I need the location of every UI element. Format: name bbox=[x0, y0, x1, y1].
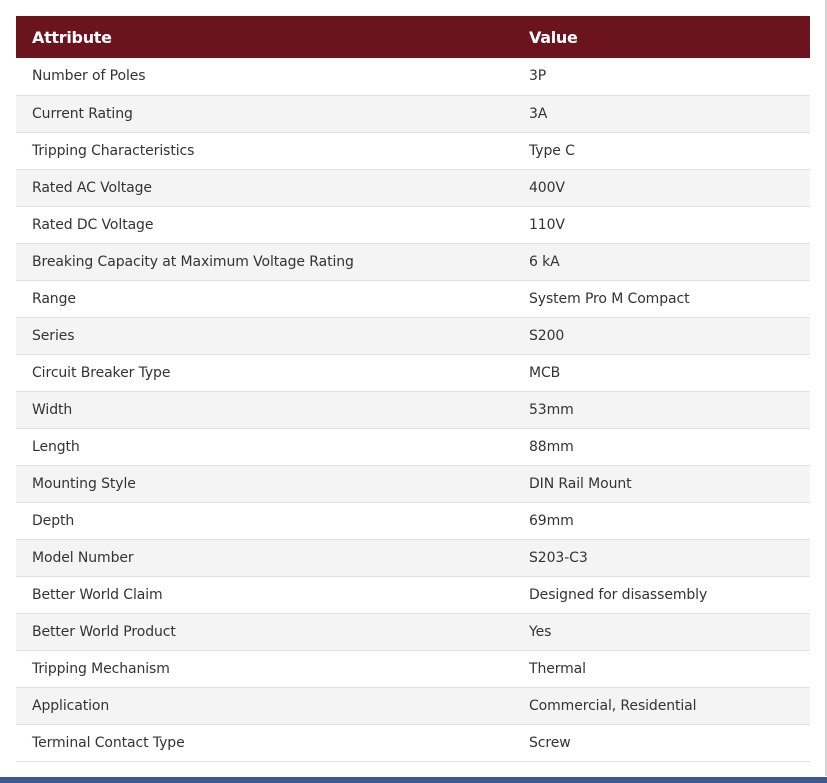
attribute-cell: Series bbox=[16, 317, 512, 354]
table-row bbox=[16, 391, 810, 428]
value-cell: System Pro M Compact bbox=[512, 280, 810, 317]
spec-table bbox=[16, 16, 810, 762]
attribute-cell: Breaking Capacity at Maximum Voltage Rating bbox=[16, 243, 512, 280]
attribute-cell: Length bbox=[16, 428, 512, 465]
table-row bbox=[16, 502, 810, 539]
attribute-cell: Range bbox=[16, 280, 512, 317]
attribute-cell: Width bbox=[16, 391, 512, 428]
attribute-column-header: Attribute bbox=[16, 16, 512, 58]
attribute-cell: Tripping Characteristics bbox=[16, 132, 512, 169]
table-row bbox=[16, 465, 810, 502]
value-cell: Designed for disassembly bbox=[512, 576, 810, 613]
value-cell: Thermal bbox=[512, 650, 810, 687]
value-cell: Commercial, Residential bbox=[512, 687, 810, 724]
attribute-cell: Rated DC Voltage bbox=[16, 206, 512, 243]
table-row bbox=[16, 169, 810, 206]
value-cell: 6 kA bbox=[512, 243, 810, 280]
bottom-accent-bar bbox=[0, 777, 827, 783]
value-cell: DIN Rail Mount bbox=[512, 465, 810, 502]
table-row bbox=[16, 243, 810, 280]
table-row bbox=[16, 576, 810, 613]
value-cell: Screw bbox=[512, 724, 810, 761]
attribute-cell: Terminal Contact Type bbox=[16, 724, 512, 761]
value-cell: Type C bbox=[512, 132, 810, 169]
attribute-cell: Mounting Style bbox=[16, 465, 512, 502]
value-cell: S203-C3 bbox=[512, 539, 810, 576]
value-cell: Yes bbox=[512, 613, 810, 650]
spec-table-container bbox=[16, 16, 810, 762]
attribute-cell: Circuit Breaker Type bbox=[16, 354, 512, 391]
value-cell: 53mm bbox=[512, 391, 810, 428]
table-row bbox=[16, 687, 810, 724]
table-row bbox=[16, 539, 810, 576]
table-row bbox=[16, 317, 810, 354]
attribute-cell: Better World Product bbox=[16, 613, 512, 650]
value-cell: S200 bbox=[512, 317, 810, 354]
value-cell: 400V bbox=[512, 169, 810, 206]
table-row bbox=[16, 613, 810, 650]
attribute-cell: Rated AC Voltage bbox=[16, 169, 512, 206]
value-column-header: Value bbox=[512, 16, 810, 58]
table-row bbox=[16, 650, 810, 687]
value-cell: 110V bbox=[512, 206, 810, 243]
table-row bbox=[16, 206, 810, 243]
value-cell: 3A bbox=[512, 95, 810, 132]
spec-table-header bbox=[16, 16, 810, 58]
header-row bbox=[16, 16, 810, 58]
value-cell: 88mm bbox=[512, 428, 810, 465]
attribute-cell: Current Rating bbox=[16, 95, 512, 132]
value-cell: 69mm bbox=[512, 502, 810, 539]
value-cell: 3P bbox=[512, 58, 810, 95]
attribute-cell: Number of Poles bbox=[16, 58, 512, 95]
attribute-cell: Depth bbox=[16, 502, 512, 539]
table-row bbox=[16, 428, 810, 465]
attribute-cell: Tripping Mechanism bbox=[16, 650, 512, 687]
table-row bbox=[16, 280, 810, 317]
attribute-cell: Better World Claim bbox=[16, 576, 512, 613]
attribute-cell: Application bbox=[16, 687, 512, 724]
table-row bbox=[16, 132, 810, 169]
value-cell: MCB bbox=[512, 354, 810, 391]
table-row bbox=[16, 95, 810, 132]
table-row bbox=[16, 58, 810, 95]
table-row bbox=[16, 354, 810, 391]
spec-table-body bbox=[16, 58, 810, 761]
attribute-cell: Model Number bbox=[16, 539, 512, 576]
table-row bbox=[16, 724, 810, 761]
